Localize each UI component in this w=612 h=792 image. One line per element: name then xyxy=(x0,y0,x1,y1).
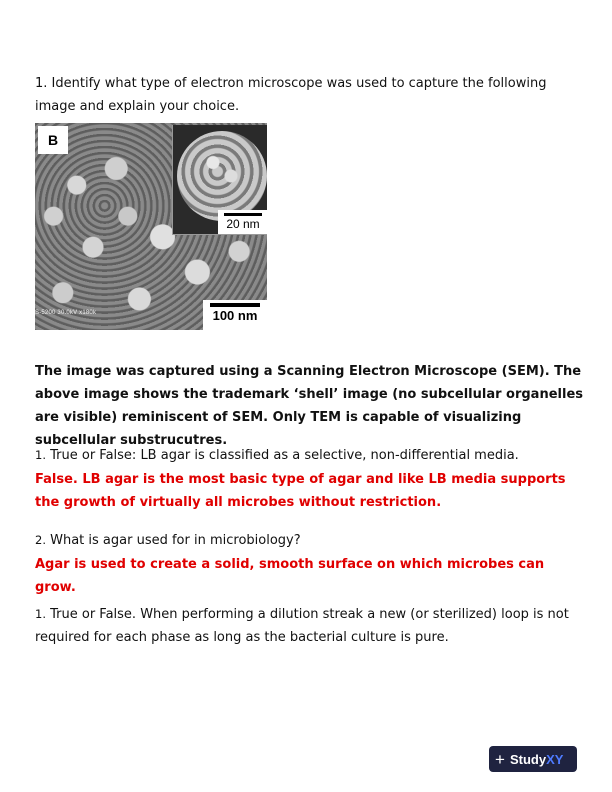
answer-2: False. LB agar is the most basic type of agar and like LB media supports the growth of virtually all microbes without restriction. xyxy=(35,472,566,510)
question-2-text: True or False: LB agar is classified as a selective, non-differential media. xyxy=(45,448,519,463)
sem-micrograph xyxy=(35,123,267,330)
panel-label: B xyxy=(38,126,68,154)
brand-name: Study xyxy=(509,751,547,767)
main-scale-label: 100 nm xyxy=(212,308,258,323)
question-1: 1. Identify what type of electron microscope was used to capture the following image and explain your choice. xyxy=(35,76,547,114)
question-2-number: 1. xyxy=(35,448,46,462)
question-4-text: True or False. When performing a dilution streak a new (or sterilized) loop is not required for each phase as long as the bacterial culture is pure. xyxy=(35,607,569,645)
question-3-text: What is agar used for in microbiology? xyxy=(45,533,301,548)
brand-accent: XY xyxy=(546,751,564,767)
answer-3: Agar is used to create a solid, smooth surface on which microbes can grow. xyxy=(35,557,545,595)
studyxy-badge[interactable] xyxy=(489,746,577,772)
question-3-number: 2. xyxy=(35,533,46,547)
inset-image xyxy=(172,125,267,235)
answer-1: The image was captured using a Scanning Electron Microscope (SEM). The above image shows the trademark ‘shell’ image (no subcellular organelles are visible) reminiscent of SEM. Only TEM is capable of visualizing subcellular substrucutres. xyxy=(35,364,583,448)
instrument-info: S-5200 30.0kV x180k xyxy=(35,310,97,316)
inset-scale-bar xyxy=(218,210,267,234)
question-4 xyxy=(35,603,583,649)
plus-icon: + xyxy=(495,749,505,769)
question-3 xyxy=(35,529,583,552)
main-scale-bar xyxy=(203,300,267,330)
inset-scale-label: 20 nm xyxy=(226,217,260,231)
question-2 xyxy=(35,444,583,467)
question-4-number: 1. xyxy=(35,607,46,621)
inset-sphere xyxy=(177,131,267,221)
